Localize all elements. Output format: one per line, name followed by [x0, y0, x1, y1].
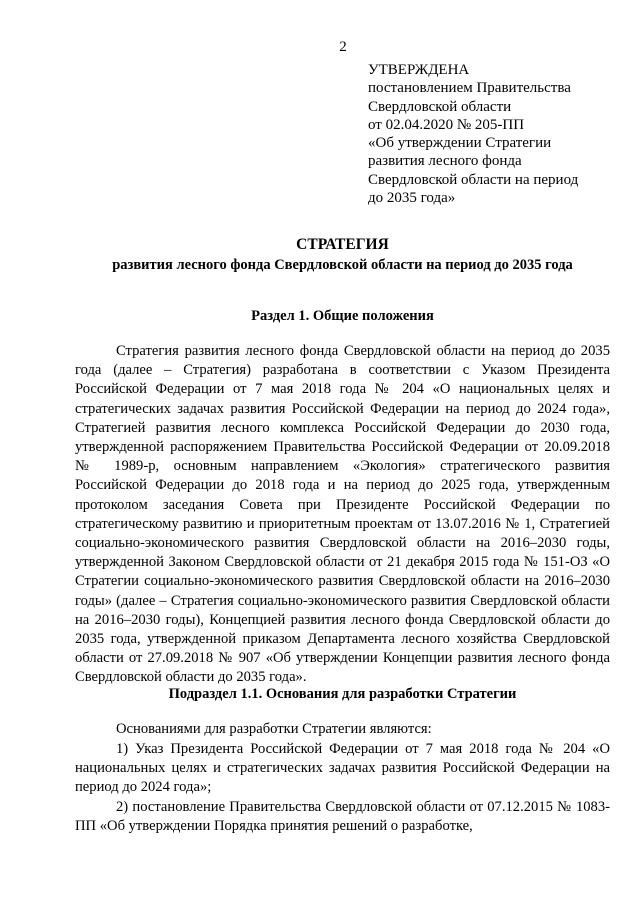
section-title: Раздел 1. Общие положения: [251, 308, 434, 324]
approval-line: развития лесного фонда: [368, 153, 522, 170]
approval-line: Свердловской области на период: [368, 171, 579, 188]
page-number: 2: [339, 39, 347, 55]
subsection-title: Подраздел 1.1. Основания для разработки Стратегии: [168, 686, 517, 702]
approval-line: до 2035 года»: [368, 190, 456, 207]
approval-line: УТВЕРЖДЕНА: [368, 62, 470, 78]
document-subtitle: развития лесного фонда Свердловской области на период до 2035 года: [112, 257, 573, 273]
approval-line: постановлением Правительства: [368, 80, 571, 97]
approval-line: Свердловской области: [368, 98, 512, 115]
list-item: 1) Указ Президента Российской Федерации от 7 мая 2018 года № 204 «О национальных целях и стратегических задачах развития Российской Федерации на период до 2024 года»;: [75, 741, 610, 796]
approval-line: от 02.04.2020 № 205-ПП: [368, 116, 525, 133]
approval-line: «Об утверждении Стратегии: [368, 135, 552, 152]
approval-block: [368, 61, 618, 207]
subsection-intro: Основаниями для разработки Стратегии являются:: [116, 721, 432, 737]
list-item: 2) постановление Правительства Свердловской области от 07.12.2015 № 1083-ПП «Об утверждении Порядка принятия решений о разработке,: [75, 799, 610, 835]
section-paragraph: Стратегия развития лесного фонда Свердловской области на период до 2035 года (далее – Стратегия) разработана в соответствии с Указом Президента Российской Федерации от 7 мая 2018 года № 204 «О национальных целях и стратегических задачах развития Российской Федерации на период до 2024 года», Стратегией развития лесного комплекса Российской Федерации до 2030 года, утвержденной распоряжением Правительства Российской Федерации от 20.09.2018 № 1989-р, основным направлением «Экология» стратегического развития Российской Федерации до 2018 года и на период до 2025 года, утвержденным протоколом заседания Совета при Президенте Российской Федерации по стратегическому развитию и приоритетным проектам от 13.07.2016 № 1, Стратегией социально-экономического развития Свердловской области на 2016–2030 годы, утвержденной Законом Свердловской области от 21 декабря 2015 года № 151-ОЗ «О Стратегии социально-экономического развития Свердловской области на 2016–2030 годы» (далее – Стратегия социально-экономического развития Свердловской области на 2016–2030 годы), Концепцией развития лесного фонда Свердловской области до 2035 года, утвержденной приказом Департамента лесного хозяйства Свердловской области от 27.09.2018 № 907 «Об утверждении Концепции развития лесного фонда Свердловской области до 2035 года».: [75, 343, 610, 686]
document-title: СТРАТЕГИЯ: [296, 236, 389, 253]
